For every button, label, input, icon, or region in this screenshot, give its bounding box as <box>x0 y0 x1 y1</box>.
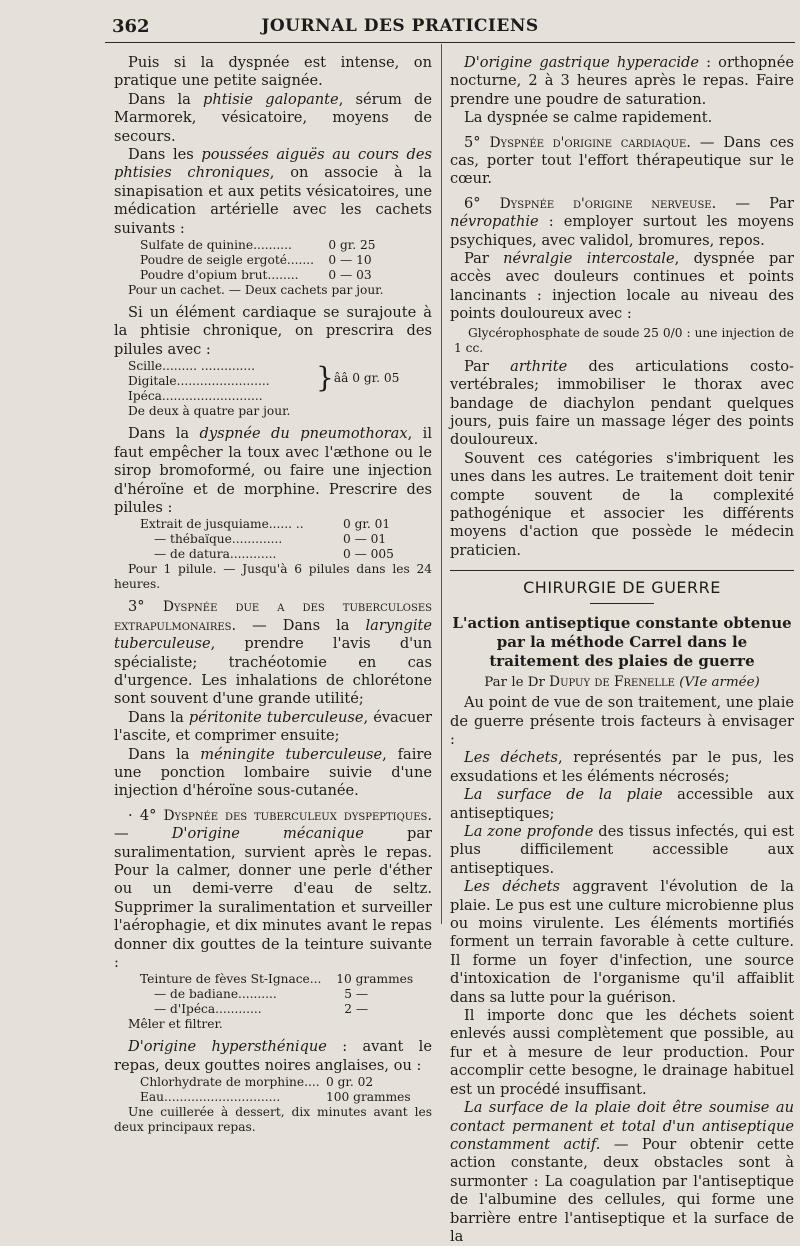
paragraph: Dans la dyspnée du pneumothorax, il faut empêcher la toux avec l'æthone ou le sirop bromoformé, ou faire une injection d'héroïne et de morphine. Prescrire des pilules : <box>114 425 433 516</box>
prescription-row: — thébaïque............. 0 — 01 <box>154 532 387 547</box>
paragraph: La dyspnée se calme rapidement. <box>464 109 713 127</box>
journal-title: JOURNAL DES PRATICIENS <box>261 16 539 36</box>
prescription-table: Scille......... .............. Digitale........................ Ipéca.......................... } ââ 0 gr. 05 <box>128 359 400 404</box>
prescription-note: Une cuillerée à dessert, dix minutes avant les deux principaux repas. <box>114 1105 432 1135</box>
prescription-row: Poudre de seigle ergoté....... 0 — 10 <box>140 253 372 268</box>
prescription-table <box>140 972 432 1017</box>
section-heading: CHIRURGIE DE GUERRE <box>450 570 794 599</box>
paragraph: Dans la méningite tuberculeuse, faire une ponction lombaire suivie d'une injection d'héroïne sous-cutanée. <box>114 745 432 800</box>
left-column <box>114 54 432 1135</box>
article-title: L'action antiseptique constante obtenue par la méthode Carrel dans le traitement des plaies de guerre <box>452 614 792 671</box>
paragraph: Les déchets, représentés par le pus, les exsudations et les éléments nécrosés; <box>450 749 794 785</box>
brace-symbol: } <box>316 361 334 395</box>
prescription-note: Pour 1 pilule. — Jusqu'à 6 pilules dans les 24 heures. <box>114 562 432 592</box>
paragraph: 6° Dyspnée d'origine nerveuse. — Par névropathie : employer surtout les moyens psychiques, avec validol, bromures, repos. <box>450 194 794 249</box>
prescription-row: — de datura............ 0 — 005 <box>154 547 394 562</box>
prescription-row: — d'Ipéca............ 2 — <box>154 1002 369 1017</box>
paragraph: La surface de la plaie accessible aux antiseptiques; <box>450 786 794 822</box>
paragraph: Au point de vue de son traitement, une plaie de guerre présente trois facteurs à envisager : <box>450 694 794 748</box>
paragraph: Puis si la dyspnée est intense, on pratique une petite saignée. <box>114 54 432 90</box>
paragraph: Par arthrite des articulations costo-vertébrales; immobiliser le thorax avec bandage de diachylon pendant quelques jours, puis faire un massage léger des points douloureux. <box>450 357 794 449</box>
column-divider <box>441 44 442 924</box>
paragraph: Si un élément cardiaque se surajoute à la phtisie chronique, on prescrira des pilules avec : <box>114 304 432 358</box>
prescription-row: Sulfate de quinine.......... 0 gr. 25 <box>140 238 376 253</box>
paragraph: Il importe donc que les déchets soient enlevés aussi complètement que possible, au fur et à mesure de leur production. Pour accomplir cette besogne, le drainage habituel est un procédé insuffisant. <box>450 1007 794 1098</box>
prescription-note: Pour un cachet. — Deux cachets par jour. <box>128 283 384 298</box>
paragraph: 5° Dyspnée d'origine cardiaque. — Dans ces cas, porter tout l'effort thérapeutique sur le cœur. <box>450 133 794 188</box>
prescription-table <box>140 1075 426 1105</box>
paragraph: La zone profonde des tissus infectés, qui est plus difficilement accessible aux antiseptiques. <box>450 823 794 877</box>
prescription-row: Poudre d'opium brut........ 0 — 03 <box>140 268 372 283</box>
prescription-line: Glycérophosphate de soude 25 0/0 : une injection de 1 cc. <box>454 325 794 355</box>
paragraph: Par névralgie intercostale, dyspnée par accès avec douleurs continues et points lancinants : injection locale au niveau des points douloureux avec : <box>450 250 794 323</box>
article-byline: Par le Dr Dupuy de Frenelle (VIe armée) <box>484 674 760 691</box>
prescription-row: Eau.............................. 100 grammes <box>140 1090 411 1105</box>
paragraph: Dans les poussées aiguës au cours des phtisies chroniques, on associe à la sinapisation et aux petits vésicatoires, une médication artérielle avec les cachets suivants : <box>114 146 432 237</box>
paragraph: La surface de la plaie doit être soumise au contact permanent et total d'un antiseptique constamment actif. — Pour obtenir cette action constante, deux obstacles sont à surmonter : La coagulation par l'antiseptique de l'albumine des cellules, qui forme une barrière entre l'antiseptique et la surface de la <box>450 1099 794 1245</box>
prescription-note: Mêler et filtrer. <box>128 1017 223 1032</box>
paragraph: Les déchets aggravent l'évolution de la plaie. Le pus est une culture microbienne plus ou moins virulente. Les éléments mortifiés forment un terrain favorable à cette culture. Il forme un foyer d'infection, une source d'intoxication de l'organisme qu'il affaiblit dans sa lutte pour la guérison. <box>450 878 794 1006</box>
prescription-row: Teinture de fèves St-Ignace... 10 grammes <box>140 972 414 987</box>
paragraph: D'origine hypersthénique : avant le repas, deux gouttes noires anglaises, ou : <box>114 1038 432 1074</box>
page-header <box>0 0 800 48</box>
right-column <box>450 54 794 1246</box>
paragraph: Souvent ces catégories s'imbriquent les unes dans les autres. Le traitement doit tenir compte souvent de la complexité pathogénique et associer les différents moyens d'action que possède le médecin praticien. <box>450 449 794 559</box>
prescription-table <box>140 238 432 283</box>
paragraph: D'origine gastrique hyperacide : orthopnée nocturne, 2 à 3 heures après le repas. Faire prendre une poudre de saturation. <box>450 54 794 108</box>
prescription-table <box>140 517 432 562</box>
section-rule <box>590 603 654 604</box>
paragraph: Dans la péritonite tuberculeuse, évacuer l'ascite, et comprimer ensuite; <box>114 708 432 745</box>
paragraph: Dans la phtisie galopante, sérum de Marmorek, vésicatoire, moyens de secours. <box>114 90 432 145</box>
prescription-row: — de badiane.......... 5 — <box>154 987 369 1002</box>
paragraph: · 4° Dyspnée des tuberculeux dyspeptiques. — D'origine mécanique par suralimentation, survient après le repas. Pour la calmer, donner une perle d'éther ou un demi-verre d'eau de seltz. Supprimer la suralimentation et surveiller l'aérophagie, et dix minutes avant le repas donner dix gouttes de la teinture suivante : <box>114 806 433 972</box>
prescription-row: Extrait de jusquiame...... .. 0 gr. 01 <box>140 517 391 532</box>
prescription-note: De deux à quatre par jour. <box>128 404 291 419</box>
page-number: 362 <box>112 16 150 37</box>
header-rule <box>105 42 795 43</box>
prescription-row: Chlorhydrate de morphine.... 0 gr. 02 <box>140 1075 374 1090</box>
paragraph: 3° Dyspnée due a des tuberculoses extrapulmonaires. — Dans la laryngite tuberculeuse, prendre l'avis d'un spécialiste; trachéotomie en cas d'urgence. Les inhalations de chlorétone sont souvent d'une grande utilité; <box>114 598 432 708</box>
